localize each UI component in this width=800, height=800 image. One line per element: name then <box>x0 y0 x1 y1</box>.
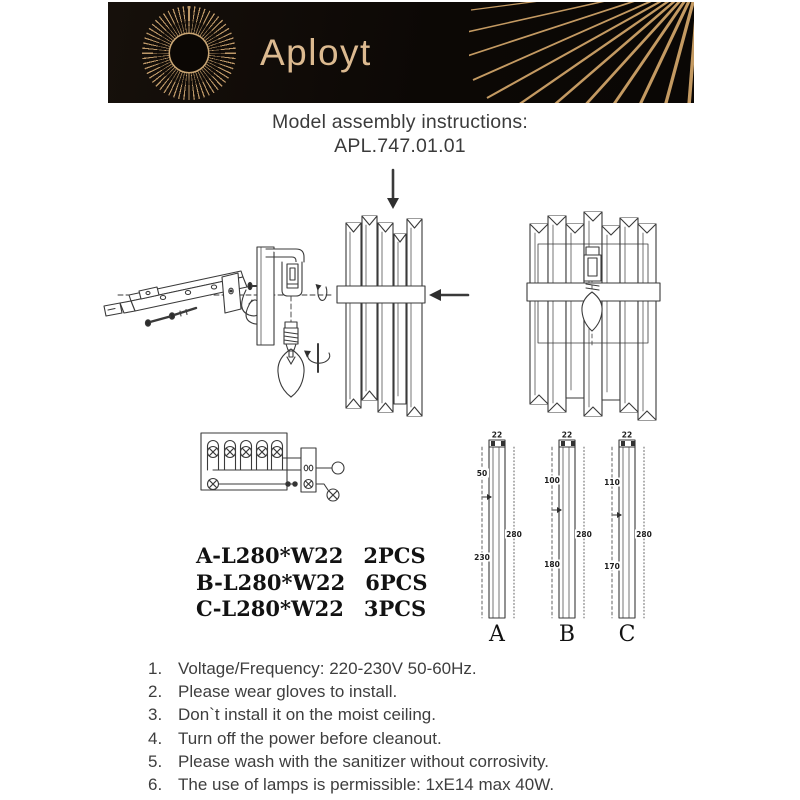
bar-diagram-b <box>543 431 593 648</box>
left-arrow-icon <box>429 289 468 301</box>
instruction-item <box>148 657 688 680</box>
bar-b-lower-dim: 180 <box>544 560 560 569</box>
bar-c-width-label: 22 <box>621 430 633 440</box>
ceiling-cup-plate <box>222 273 241 313</box>
instruction-item <box>148 773 688 796</box>
part-code: A-L280*W22 <box>196 543 344 568</box>
wiring-diagram <box>201 433 344 501</box>
part-code: C-L280*W22 <box>196 596 344 621</box>
bar-a-length-dim: 280 <box>506 530 522 539</box>
assembled-lamp-drawing <box>527 212 660 420</box>
neutral-terminal-symbol <box>332 462 344 474</box>
instruction-number: 6. <box>148 775 163 795</box>
instruction-text: Voltage/Frequency: 220-230V 50-60Hz. <box>178 659 477 678</box>
bar-c-lower-dim: 170 <box>604 562 620 571</box>
parts-list <box>196 543 428 623</box>
bar-c-letter: C <box>618 622 636 647</box>
instruction-text: The use of lamps is permissible: 1xE14 max 40W. <box>178 775 555 795</box>
instruction-number: 4. <box>148 728 163 748</box>
instruction-list <box>148 657 688 796</box>
bar-a-upper-dim: 50 <box>476 469 488 478</box>
crystal-shade-exploded <box>337 216 425 416</box>
instruction-item <box>148 680 688 703</box>
part-code: B-L280*W22 <box>196 569 346 595</box>
bar-b-letter: B <box>558 622 576 647</box>
bar-diagram-a <box>473 431 523 648</box>
instruction-number: 5. <box>148 751 163 771</box>
instruction-number: 2. <box>148 682 163 702</box>
instruction-text: Turn off the power before cleanout. <box>178 728 442 748</box>
instruction-item <box>148 703 688 726</box>
parts-list-row <box>196 596 428 623</box>
instruction-number: 3. <box>148 705 163 725</box>
bar-c-length-dim: 280 <box>636 530 652 539</box>
brand-name: Aployt <box>260 31 372 73</box>
instruction-item <box>148 750 688 773</box>
instruction-item <box>148 727 688 750</box>
instruction-text: Please wash with the sanitizer without corrosivity. <box>178 751 550 771</box>
bulb-rotation-arrow-icon <box>304 344 330 372</box>
parts-list-row <box>196 543 428 570</box>
wall-backplate <box>257 247 274 345</box>
down-arrow-icon <box>387 170 399 209</box>
bar-a-letter: A <box>489 622 505 647</box>
bar-c-upper-dim: 110 <box>604 478 620 487</box>
shade-band <box>337 286 425 303</box>
lamp-symbol-output <box>327 489 339 501</box>
lamp-symbols-row <box>208 441 283 471</box>
candle-bulb <box>278 322 304 397</box>
bar-b-width-label: 22 <box>561 430 573 440</box>
part-qty: 3PCS <box>363 596 427 621</box>
rotation-arrow-icon <box>316 284 327 300</box>
bar-a-lower-dim: 230 <box>474 553 490 562</box>
title-line-1: Model assembly instructions: <box>272 111 528 133</box>
part-qty: 6PCS <box>365 569 428 595</box>
parts-list-row <box>196 570 428 597</box>
instruction-text: Please wear gloves to install. <box>178 682 398 702</box>
lamp-symbol-bottom <box>208 479 298 490</box>
title-line-2: APL.747.01.01 <box>334 135 466 157</box>
bar-b-upper-dim: 100 <box>544 476 560 485</box>
bar-b-length-dim: 280 <box>576 530 592 539</box>
instruction-text: Don`t install it on the moist ceiling. <box>178 705 436 725</box>
terminal-block <box>301 448 316 492</box>
instruction-number: 1. <box>148 659 163 678</box>
bar-diagram-c <box>603 431 653 648</box>
exploded-view-drawing <box>104 247 334 398</box>
bar-a-width-label: 22 <box>491 430 503 440</box>
part-qty: 2PCS <box>363 543 426 568</box>
